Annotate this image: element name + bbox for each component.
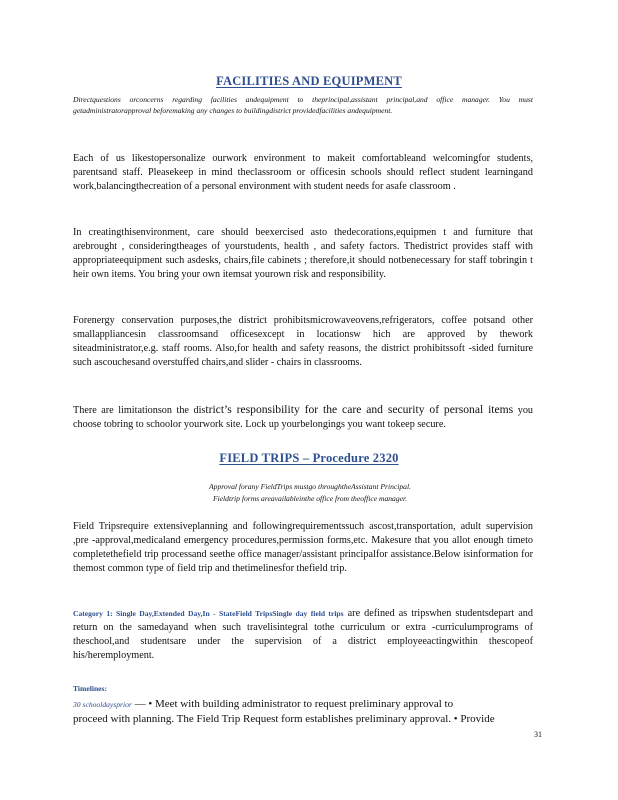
timeline-item	[73, 697, 533, 726]
paragraph-4-rest: trict’s responsibility for the care and security of personal items	[205, 403, 514, 416]
facilities-heading: FACILITIES AND EQUIPMENT	[216, 74, 402, 88]
facilities-intro: Directquestions orconcerns regarding facilities andequipment to theprincipal,assistant principal,and office manager. You must getadministratorapproval beforemaking any changes to buildingdistrict providedfacilities andequipment.	[73, 95, 533, 115]
timeline-text-a: — • Meet with building administrator to request preliminary approval to	[134, 698, 454, 710]
page-number: 31	[534, 730, 542, 739]
facilities-paragraph-4	[73, 403, 533, 432]
paragraph-4-end: you choose tobring to schoolor yourwork site. Lock up yourbelongings you want tokeep secure.	[73, 405, 534, 430]
approval-line-2: Fieldtrip forms areavailableinthe office from theoffice manager.	[212, 494, 408, 503]
timeline-text-b: proceed with planning. The Field Trip Request form establishes preliminary approval. • Provide	[73, 713, 495, 725]
paragraph-4-start: There are limitationson the dis	[73, 405, 206, 416]
timelines-label: Timelines:	[73, 684, 108, 693]
approval-line-1: Approval forany FieldTrips mustgo throughtheAssistant Principal.	[209, 482, 411, 491]
field-trips-paragraph-1: Field Tripsrequire extensiveplanning and followingrequirementssuch ascost,transportation, adult supervision ,pre -approval,medicaland emergency procedures,permission forms,etc. Makesure that you allot enough timeto completethefield trip processand seethe office manager/assistant principalfor assistance.Below isinformation for themost common type of field trip and thetimelinesfor thefield trip.	[73, 521, 533, 574]
category-paragraph	[73, 607, 533, 663]
field-trips-heading: FIELD TRIPS – Procedure 2320	[219, 451, 399, 465]
category-label: Category 1: Single Day,Extended Day,In - StateField TripsSingle day field trips	[73, 609, 344, 618]
facilities-paragraph-2: In creatingthisenvironment, care should beexercised asto thedecorations,equipmen t and furniture that arebrought , consideringtheages of yourstudents, health , and safety factors. Thedistrict provides staff with appropriateequipment such asdesks, chairs,file cabinets ; therefore,it should notbenecessary for staff tobringin t heir own items. You bring your own itemsat yourown risk and responsibility.	[73, 227, 533, 280]
facilities-paragraph-1: Each of us likestopersonalize ourwork environment to makeit comfortableand welcomingfor students, parentsand staff. Pleasekeep in mind theclassroom or officesin schools should reflect student learningand work,balancingthecreation of a personal environment with student needs for asafe classroom .	[73, 153, 533, 192]
facilities-paragraph-3: Forenergy conservation purposes,the district prohibitsmicrowaveovens,refrigerators, coffee potsand other smallappliancesin classroomsand officesexcept in locationsw hich are approved by thework siteadministrator,e.g. staff rooms. Also,for health and safety reasons, the district prohibitssoft -sided furniture such ascouchesand overstuffed chairs,and slider - chairs in classrooms.	[73, 315, 533, 368]
timeline-prior: 30 schooldaysprior	[73, 700, 132, 709]
category-text: are defined as tripswhen studentsdepart and return on the samedayand when such travelisintegral tothe curriculum or extra -curriculumprograms of theschool,and studentsare under the supervision of a district employeeactingwithin thescopeof his/heremployment.	[73, 608, 533, 661]
